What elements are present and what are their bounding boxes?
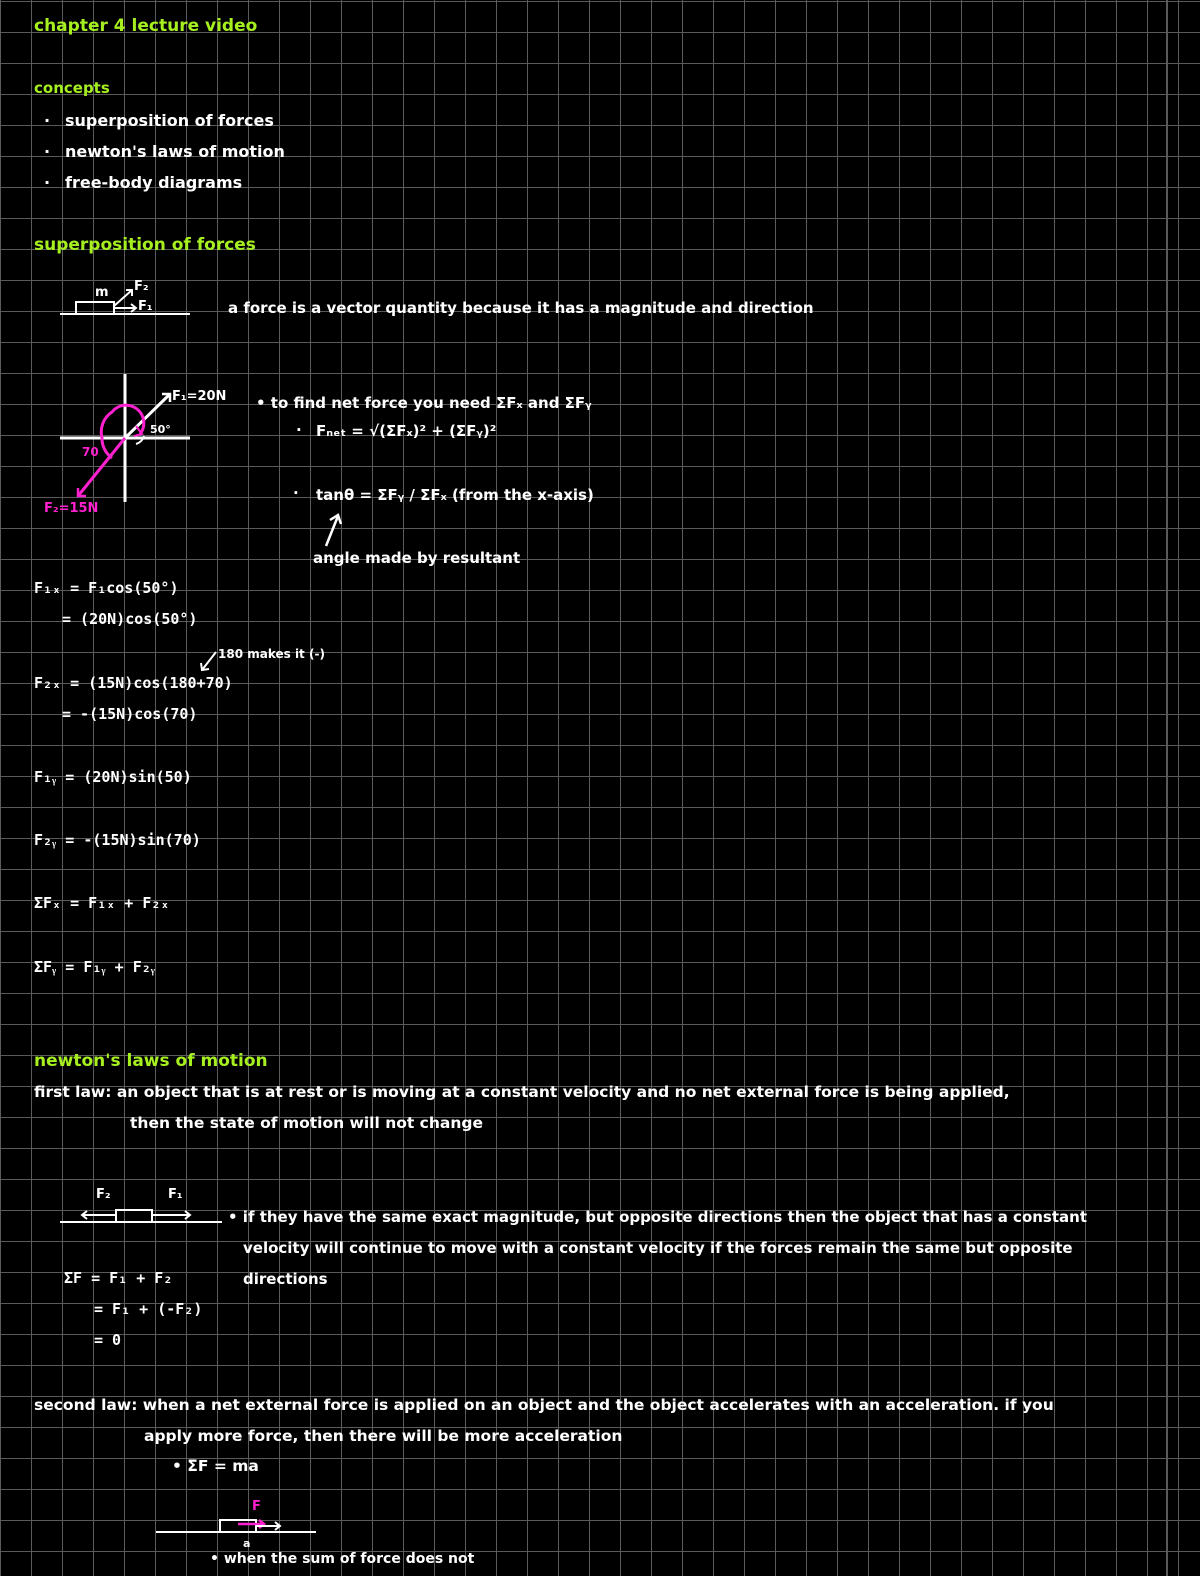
angle-note: angle made by resultant <box>313 549 521 567</box>
eq-sum-fy: ΣFᵧ = F₁ᵧ + F₂ᵧ <box>34 958 156 976</box>
first-law-line-2: then the state of motion will not change <box>130 1114 484 1132</box>
grid-margin-line <box>1166 0 1168 1576</box>
balanced-forces-diagram <box>60 1198 225 1226</box>
fig4-force-label: F <box>252 1499 261 1514</box>
concept-item-2: newton's laws of motion <box>65 142 285 161</box>
eq-sum-fx: ΣFₓ = F₁ₓ + F₂ₓ <box>34 894 170 912</box>
superposition-heading: superposition of forces <box>34 235 256 255</box>
concepts-heading: concepts <box>34 79 110 97</box>
angle-pointer-arrow <box>322 512 346 548</box>
sum-force-line-3: = 0 <box>94 1331 122 1349</box>
note-pointer-arrow <box>198 650 218 674</box>
concept-bullet-3: · <box>44 173 51 192</box>
net-force-note: • to find net force you need ΣFₓ and ΣFᵧ <box>256 394 592 412</box>
eq-f1x-value: = (20N)cos(50°) <box>62 610 198 628</box>
eq-f2x: F₂ₓ = (15N)cos(180+70) <box>34 674 233 692</box>
concept-bullet-2: · <box>44 142 51 161</box>
concept-item-3: free-body diagrams <box>65 173 243 192</box>
sum-force-line-2: = F₁ + (-F₂) <box>94 1300 203 1318</box>
first-law-line-1: first law: an object that is at rest or is moving at a constant velocity and no net external force is being applied, <box>34 1083 1010 1101</box>
tan-formula: tanθ = ΣFᵧ / ΣFₓ (from the x-axis) <box>316 486 594 504</box>
fig2-angle-50: 50° <box>150 423 171 436</box>
second-law-line-2: apply more force, then there will be more acceleration <box>144 1427 623 1445</box>
balanced-note-line-2: velocity will continue to move with a constant velocity if the forces remain the same but opposite <box>243 1239 1073 1257</box>
fnet-bullet: · <box>296 421 302 439</box>
concept-bullet-1: · <box>44 111 51 130</box>
eq-f2x-value: = -(15N)cos(70) <box>62 705 198 723</box>
eq-f2y: F₂ᵧ = -(15N)sin(70) <box>34 831 201 849</box>
force-acceleration-diagram <box>156 1506 321 1544</box>
fig4-accel-label: a <box>243 1537 251 1550</box>
fig1-f2-label: F₂ <box>134 279 149 294</box>
second-law-line-1: second law: when a net external force is applied on an object and the object accelerates with an acceleration. if you <box>34 1396 1054 1414</box>
bottom-note: • when the sum of force does not <box>210 1551 475 1567</box>
fig2-angle-70: 70 <box>82 445 99 459</box>
eq-f1x: F₁ₓ = F₁cos(50°) <box>34 579 179 597</box>
eq-f1y: F₁ᵧ = (20N)sin(50) <box>34 768 192 786</box>
concept-item-1: superposition of forces <box>65 111 274 130</box>
balanced-note-line-3: directions <box>243 1270 328 1288</box>
balanced-note-line-1: • if they have the same exact magnitude, but opposite directions then the object that has a constant <box>228 1208 1087 1226</box>
fig1-mass-label: m <box>95 285 109 300</box>
page-title: chapter 4 lecture video <box>34 16 258 36</box>
eq-note-180: 180 makes it (-) <box>218 647 325 661</box>
newton-heading: newton's laws of motion <box>34 1051 268 1071</box>
fig1-f1-label: F₁ <box>138 299 153 314</box>
second-law-formula: • ΣF = ma <box>172 1457 259 1475</box>
fnet-formula: Fₙₑₜ = √(ΣFₓ)² + (ΣFᵧ)² <box>316 422 497 440</box>
tan-bullet: · <box>293 484 299 502</box>
fig3-f1-label: F₁ <box>168 1187 183 1202</box>
fig2-f2-label: F₂=15N <box>44 501 99 516</box>
vector-note: a force is a vector quantity because it has a magnitude and direction <box>228 299 814 317</box>
fig2-f1-label: F₁=20N <box>172 389 227 404</box>
fig3-f2-label: F₂ <box>96 1187 111 1202</box>
block-force-diagram <box>60 278 195 320</box>
sum-force-line-1: ΣF = F₁ + F₂ <box>64 1269 173 1287</box>
